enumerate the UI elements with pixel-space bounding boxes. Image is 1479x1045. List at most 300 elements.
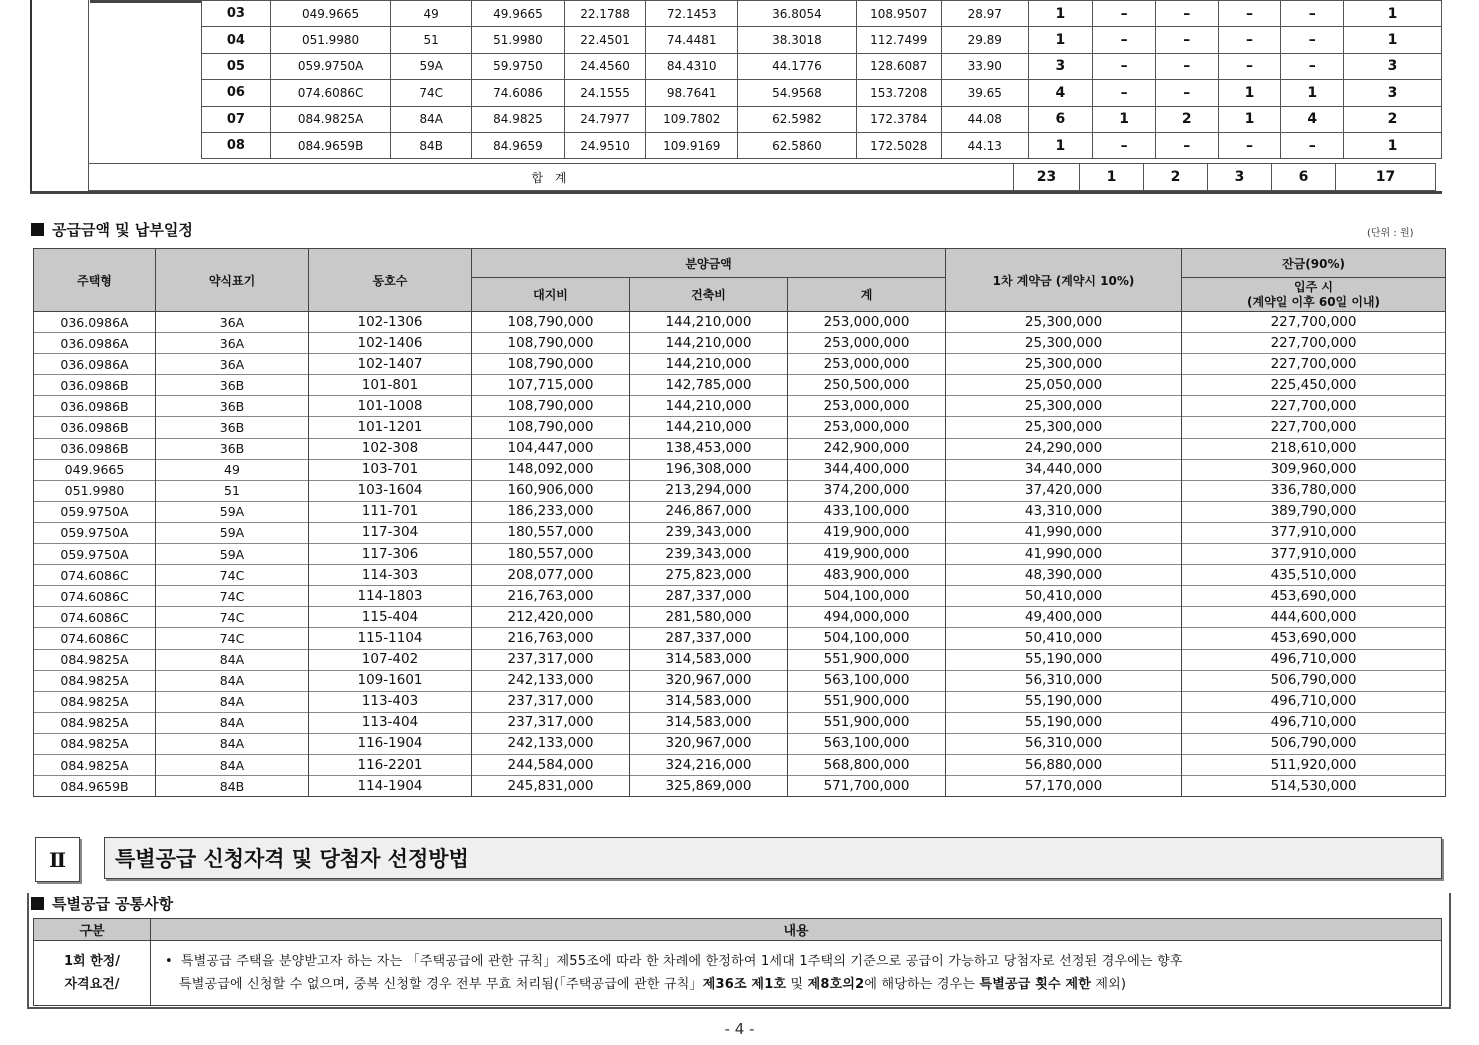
table-row (34, 544, 1446, 565)
total-c3: 3 (1208, 164, 1272, 191)
summary-cell-contract: 172.3784 (856, 106, 941, 132)
price-cell-short: 84A (156, 754, 309, 775)
price-cell-land: 160,906,000 (472, 480, 630, 501)
price-cell-land: 108,790,000 (472, 417, 630, 438)
price-cell-type: 084.9825A (34, 649, 156, 670)
price-cell-balance: 506,790,000 (1182, 670, 1446, 691)
summary-cell-c2: – (1155, 1, 1218, 27)
summary-cell-c4: – (1281, 53, 1344, 79)
price-cell-sum: 563,100,000 (788, 733, 946, 754)
price-cell-short: 51 (156, 480, 309, 501)
summary-cell-model: 084.9659B (270, 132, 391, 158)
header-type: 주택형 (34, 249, 156, 312)
price-cell-short: 36B (156, 396, 309, 417)
price-cell-sum: 250,500,000 (788, 375, 946, 396)
price-cell-balance: 496,710,000 (1182, 691, 1446, 712)
price-cell-type: 074.6086C (34, 628, 156, 649)
summary-cell-land: 29.89 (941, 27, 1028, 53)
price-cell-land: 108,790,000 (472, 312, 630, 333)
price-cell-short: 84A (156, 691, 309, 712)
price-cell-unit-no: 102-1306 (309, 312, 472, 333)
content-line1 (165, 950, 1431, 973)
price-cell-unit-no: 102-1406 (309, 333, 472, 354)
price-cell-short: 36A (156, 354, 309, 375)
price-cell-unit-no: 115-404 (309, 607, 472, 628)
price-cell-deposit: 41,990,000 (946, 522, 1182, 543)
price-cell-land: 108,790,000 (472, 333, 630, 354)
total-c4: 6 (1272, 164, 1336, 191)
price-cell-type: 084.9825A (34, 712, 156, 733)
price-cell-deposit: 50,410,000 (946, 586, 1182, 607)
total-label: 합 계 (89, 164, 1014, 191)
price-cell-deposit: 25,050,000 (946, 375, 1182, 396)
price-cell-balance: 227,700,000 (1182, 417, 1446, 438)
content-text2b: 제36조 제1호 (702, 977, 787, 992)
summary-cell-no: 08 (202, 132, 271, 158)
price-cell-unit-no: 103-701 (309, 459, 472, 480)
table-row (34, 586, 1446, 607)
price-cell-sum: 419,900,000 (788, 544, 946, 565)
table-row (34, 522, 1446, 543)
page-number: - 4 - (724, 1020, 755, 1038)
price-schedule-table (33, 248, 1446, 797)
summary-cell-total: 1 (1028, 132, 1093, 158)
summary-cell-contract: 153.7208 (856, 80, 941, 106)
price-cell-unit-no: 111-701 (309, 501, 472, 522)
price-cell-type: 084.9825A (34, 670, 156, 691)
price-cell-sum: 253,000,000 (788, 333, 946, 354)
table-row (34, 754, 1446, 775)
summary-cell-c2: 2 (1155, 106, 1218, 132)
summary-cell-excl: 84.9825 (471, 106, 564, 132)
summary-cell-common: 24.1555 (564, 80, 645, 106)
common-section-title: 특별공급 공통사항 (52, 895, 174, 913)
price-cell-type: 036.0986A (34, 333, 156, 354)
price-cell-balance: 336,780,000 (1182, 480, 1446, 501)
header-short: 약식표기 (156, 249, 309, 312)
price-cell-sum: 253,000,000 (788, 354, 946, 375)
price-cell-unit-no: 116-1904 (309, 733, 472, 754)
price-cell-short: 84A (156, 733, 309, 754)
summary-cell-model: 074.6086C (270, 80, 391, 106)
price-cell-land: 245,831,000 (472, 776, 630, 797)
summary-cell-no: 04 (202, 27, 271, 53)
price-cell-short: 49 (156, 459, 309, 480)
summary-cell-common: 24.9510 (564, 132, 645, 158)
header-content: 내용 (151, 919, 1442, 941)
content-text2f: 특별공급 횟수 제한 (979, 977, 1091, 992)
table-row (34, 607, 1446, 628)
price-cell-deposit: 25,300,000 (946, 333, 1182, 354)
total-c2: 2 (1144, 164, 1208, 191)
price-cell-building: 239,343,000 (630, 522, 788, 543)
price-cell-unit-no: 101-1008 (309, 396, 472, 417)
summary-cell-no: 03 (202, 1, 271, 27)
price-cell-land: 242,133,000 (472, 733, 630, 754)
summary-cell-common: 24.7977 (564, 106, 645, 132)
price-cell-balance: 444,600,000 (1182, 607, 1446, 628)
price-cell-balance: 377,910,000 (1182, 522, 1446, 543)
table-row (34, 691, 1446, 712)
price-cell-building: 325,869,000 (630, 776, 788, 797)
price-cell-land: 108,790,000 (472, 396, 630, 417)
price-cell-building: 144,210,000 (630, 354, 788, 375)
price-cell-land: 208,077,000 (472, 565, 630, 586)
price-cell-land: 148,092,000 (472, 459, 630, 480)
price-cell-deposit: 55,190,000 (946, 649, 1182, 670)
summary-cell-c1: – (1093, 53, 1156, 79)
price-cell-deposit: 49,400,000 (946, 607, 1182, 628)
common-section-heading (31, 893, 173, 914)
price-cell-building: 320,967,000 (630, 670, 788, 691)
price-cell-short: 74C (156, 586, 309, 607)
content-text2a: 특별공급에 신청할 수 없으며, 중복 신청할 경우 전부 무효 처리됨(「주택공급에 관한 규칙」 (179, 977, 703, 992)
category-line1: 1회 한정/ (64, 954, 120, 969)
table-row (202, 53, 1442, 79)
header-sale-price: 분양금액 (472, 249, 946, 278)
price-cell-building: 144,210,000 (630, 396, 788, 417)
table-row (34, 417, 1446, 438)
price-cell-balance: 506,790,000 (1182, 733, 1446, 754)
summary-cell-total: 4 (1028, 80, 1093, 106)
category-cell (34, 941, 151, 1006)
price-cell-type: 084.9825A (34, 754, 156, 775)
price-cell-land: 104,447,000 (472, 438, 630, 459)
price-cell-unit-no: 109-1601 (309, 670, 472, 691)
summary-cell-c3: – (1218, 53, 1281, 79)
price-cell-short: 36B (156, 438, 309, 459)
price-cell-balance: 225,450,000 (1182, 375, 1446, 396)
summary-cell-subtotal: 109.9169 (646, 132, 738, 158)
table-row (202, 80, 1442, 106)
chapter-number: Ⅱ (35, 837, 80, 882)
price-cell-building: 246,867,000 (630, 501, 788, 522)
price-cell-deposit: 43,310,000 (946, 501, 1182, 522)
price-cell-type: 036.0986B (34, 417, 156, 438)
price-cell-unit-no: 116-2201 (309, 754, 472, 775)
price-cell-deposit: 55,190,000 (946, 691, 1182, 712)
price-cell-deposit: 34,440,000 (946, 459, 1182, 480)
table-row (34, 312, 1446, 333)
content-text2c: 및 (786, 977, 808, 992)
price-cell-land: 107,715,000 (472, 375, 630, 396)
summary-cell-c3: 1 (1218, 106, 1281, 132)
price-cell-sum: 433,100,000 (788, 501, 946, 522)
price-cell-deposit: 57,170,000 (946, 776, 1182, 797)
summary-cell-c4: – (1281, 1, 1344, 27)
table-row (34, 396, 1446, 417)
price-cell-sum: 374,200,000 (788, 480, 946, 501)
summary-cell-excl: 84.9659 (471, 132, 564, 158)
table-row (34, 628, 1446, 649)
price-cell-sum: 504,100,000 (788, 628, 946, 649)
summary-cell-other: 54.9568 (738, 80, 856, 106)
summary-cell-excl: 49.9665 (471, 1, 564, 27)
price-cell-type: 036.0986B (34, 438, 156, 459)
price-cell-balance: 309,960,000 (1182, 459, 1446, 480)
summary-cell-c5: 3 (1344, 53, 1442, 79)
price-cell-deposit: 50,410,000 (946, 628, 1182, 649)
square-bullet-icon (31, 897, 44, 910)
price-cell-sum: 253,000,000 (788, 396, 946, 417)
price-cell-unit-no: 114-1803 (309, 586, 472, 607)
summary-cell-c2: – (1155, 27, 1218, 53)
price-cell-type: 059.9750A (34, 544, 156, 565)
total-count: 23 (1014, 164, 1080, 191)
price-cell-short: 84A (156, 670, 309, 691)
price-cell-type: 051.9980 (34, 480, 156, 501)
summary-cell-c4: 4 (1281, 106, 1344, 132)
summary-cell-model: 059.9750A (270, 53, 391, 79)
table-row (34, 776, 1446, 797)
summary-cell-excl: 59.9750 (471, 53, 564, 79)
header-building: 건축비 (630, 278, 788, 312)
price-cell-type: 059.9750A (34, 522, 156, 543)
summary-cell-c2: – (1155, 80, 1218, 106)
summary-cell-contract: 172.5028 (856, 132, 941, 158)
price-cell-building: 138,453,000 (630, 438, 788, 459)
price-cell-deposit: 56,880,000 (946, 754, 1182, 775)
summary-cell-c1: – (1093, 80, 1156, 106)
price-cell-short: 36A (156, 312, 309, 333)
header-deposit: 1차 계약금 (계약시 10%) (946, 249, 1182, 312)
price-cell-type: 036.0986A (34, 312, 156, 333)
price-cell-deposit: 37,420,000 (946, 480, 1182, 501)
summary-cell-total: 1 (1028, 27, 1093, 53)
price-cell-unit-no: 101-1201 (309, 417, 472, 438)
price-cell-balance: 511,920,000 (1182, 754, 1446, 775)
price-cell-building: 281,580,000 (630, 607, 788, 628)
price-cell-short: 74C (156, 565, 309, 586)
summary-cell-short: 74C (391, 80, 472, 106)
table-border (90, 0, 202, 8)
table-row (34, 649, 1446, 670)
price-cell-type: 084.9825A (34, 691, 156, 712)
summary-cell-land: 33.90 (941, 53, 1028, 79)
table-row (202, 132, 1442, 158)
price-cell-short: 36B (156, 375, 309, 396)
table-row (34, 438, 1446, 459)
header-category: 구분 (34, 919, 151, 941)
price-cell-type: 036.0986B (34, 375, 156, 396)
price-cell-type: 036.0986A (34, 354, 156, 375)
price-cell-balance: 496,710,000 (1182, 712, 1446, 733)
balance-sub2: (계약일 이후 60일 이내) (1247, 294, 1380, 309)
content-text2e: 에 해당하는 경우는 (864, 977, 980, 992)
price-cell-building: 142,785,000 (630, 375, 788, 396)
price-cell-sum: 551,900,000 (788, 649, 946, 670)
price-cell-deposit: 56,310,000 (946, 670, 1182, 691)
price-cell-unit-no: 102-308 (309, 438, 472, 459)
table-row (34, 501, 1446, 522)
price-cell-unit-no: 113-403 (309, 691, 472, 712)
summary-cell-no: 05 (202, 53, 271, 79)
summary-cell-subtotal: 74.4481 (646, 27, 738, 53)
price-cell-balance: 377,910,000 (1182, 544, 1446, 565)
total-c1: 1 (1080, 164, 1144, 191)
total-c5: 17 (1336, 164, 1436, 191)
price-cell-balance: 435,510,000 (1182, 565, 1446, 586)
price-cell-balance: 453,690,000 (1182, 628, 1446, 649)
price-cell-building: 144,210,000 (630, 333, 788, 354)
price-cell-land: 108,790,000 (472, 354, 630, 375)
price-cell-deposit: 56,310,000 (946, 733, 1182, 754)
summary-cell-short: 49 (391, 1, 472, 27)
price-cell-unit-no: 113-404 (309, 712, 472, 733)
price-cell-unit-no: 103-1604 (309, 480, 472, 501)
summary-rows (201, 0, 1442, 159)
price-cell-building: 314,583,000 (630, 712, 788, 733)
price-cell-land: 212,420,000 (472, 607, 630, 628)
summary-cell-contract: 112.7499 (856, 27, 941, 53)
summary-cell-contract: 108.9507 (856, 1, 941, 27)
summary-cell-short: 51 (391, 27, 472, 53)
common-matters-table (33, 918, 1442, 1006)
price-cell-sum: 242,900,000 (788, 438, 946, 459)
table-row (34, 354, 1446, 375)
price-cell-land: 216,763,000 (472, 586, 630, 607)
price-cell-land: 180,557,000 (472, 544, 630, 565)
price-cell-building: 239,343,000 (630, 544, 788, 565)
price-cell-sum: 504,100,000 (788, 586, 946, 607)
price-cell-balance: 389,790,000 (1182, 501, 1446, 522)
price-cell-unit-no: 117-304 (309, 522, 472, 543)
price-cell-type: 084.9659B (34, 776, 156, 797)
summary-cell-short: 84A (391, 106, 472, 132)
price-cell-unit-no: 114-303 (309, 565, 472, 586)
summary-cell-c1: – (1093, 132, 1156, 158)
price-cell-sum: 483,900,000 (788, 565, 946, 586)
price-cell-building: 144,210,000 (630, 312, 788, 333)
price-cell-short: 59A (156, 522, 309, 543)
summary-cell-common: 22.4501 (564, 27, 645, 53)
price-cell-type: 084.9825A (34, 733, 156, 754)
summary-cell-c4: 1 (1281, 80, 1344, 106)
price-cell-balance: 227,700,000 (1182, 333, 1446, 354)
summary-cell-c3: – (1218, 132, 1281, 158)
price-cell-building: 275,823,000 (630, 565, 788, 586)
price-cell-short: 59A (156, 501, 309, 522)
price-cell-land: 216,763,000 (472, 628, 630, 649)
summary-cell-other: 62.5860 (738, 132, 856, 158)
summary-cell-c5: 3 (1344, 80, 1442, 106)
summary-cell-c1: – (1093, 27, 1156, 53)
price-cell-short: 59A (156, 544, 309, 565)
price-cell-building: 196,308,000 (630, 459, 788, 480)
summary-cell-c3: – (1218, 27, 1281, 53)
price-cell-short: 84A (156, 649, 309, 670)
price-cell-building: 314,583,000 (630, 691, 788, 712)
price-cell-unit-no: 102-1407 (309, 354, 472, 375)
table-row (34, 733, 1446, 754)
price-cell-type: 074.6086C (34, 607, 156, 628)
summary-cell-c5: 2 (1344, 106, 1442, 132)
price-cell-land: 242,133,000 (472, 670, 630, 691)
unit-note: (단위 : 원) (1367, 228, 1414, 239)
price-cell-sum: 571,700,000 (788, 776, 946, 797)
price-cell-sum: 568,800,000 (788, 754, 946, 775)
price-cell-sum: 494,000,000 (788, 607, 946, 628)
price-section-title: 공급금액 및 납부일정 (52, 221, 193, 239)
table-row (34, 333, 1446, 354)
category-line2: 자격요건/ (64, 977, 120, 992)
square-bullet-icon (31, 223, 44, 236)
price-cell-deposit: 25,300,000 (946, 354, 1182, 375)
price-cell-deposit: 25,300,000 (946, 417, 1182, 438)
table-row (34, 459, 1446, 480)
summary-cell-subtotal: 72.1453 (646, 1, 738, 27)
summary-cell-short: 59A (391, 53, 472, 79)
price-cell-short: 74C (156, 628, 309, 649)
price-cell-balance: 227,700,000 (1182, 396, 1446, 417)
summary-cell-other: 38.3018 (738, 27, 856, 53)
summary-cell-excl: 74.6086 (471, 80, 564, 106)
table-border (88, 0, 89, 163)
header-sum: 계 (788, 278, 946, 312)
price-cell-short: 74C (156, 607, 309, 628)
price-cell-unit-no: 115-1104 (309, 628, 472, 649)
bullet-icon: • (165, 954, 173, 969)
header-balance: 잔금(90%) (1182, 249, 1446, 278)
price-cell-sum: 253,000,000 (788, 417, 946, 438)
summary-total-row (88, 163, 1436, 191)
summary-cell-c4: – (1281, 27, 1344, 53)
price-cell-land: 180,557,000 (472, 522, 630, 543)
price-cell-type: 074.6086C (34, 565, 156, 586)
summary-cell-total: 3 (1028, 53, 1093, 79)
price-cell-short: 84A (156, 712, 309, 733)
table-border (30, 191, 1442, 194)
price-cell-deposit: 41,990,000 (946, 544, 1182, 565)
summary-cell-model: 049.9665 (270, 1, 391, 27)
price-section-heading (31, 219, 193, 240)
summary-cell-other: 44.1776 (738, 53, 856, 79)
summary-cell-land: 28.97 (941, 1, 1028, 27)
price-cell-short: 36B (156, 417, 309, 438)
table-row (202, 1, 1442, 27)
price-cell-type: 036.0986B (34, 396, 156, 417)
table-border (30, 0, 32, 192)
summary-cell-c1: – (1093, 1, 1156, 27)
summary-cell-c5: 1 (1344, 1, 1442, 27)
summary-cell-common: 22.1788 (564, 1, 645, 27)
summary-cell-total: 1 (1028, 1, 1093, 27)
price-cell-deposit: 24,290,000 (946, 438, 1182, 459)
price-cell-short: 84B (156, 776, 309, 797)
content-text1: 특별공급 주택을 분양받고자 하는 자는 「주택공급에 관한 규칙」제55조에 따라 한 차례에 한정하여 1세대 1주택의 기준으로 공급이 가능하고 당첨자로 선정된 경우에는 향후 (180, 954, 1183, 969)
table-row (202, 106, 1442, 132)
price-cell-balance: 514,530,000 (1182, 776, 1446, 797)
price-cell-building: 287,337,000 (630, 586, 788, 607)
price-cell-type: 049.9665 (34, 459, 156, 480)
price-cell-unit-no: 101-801 (309, 375, 472, 396)
summary-cell-short: 84B (391, 132, 472, 158)
summary-cell-subtotal: 109.7802 (646, 106, 738, 132)
content-cell (151, 941, 1442, 1006)
summary-cell-c2: – (1155, 132, 1218, 158)
price-cell-building: 213,294,000 (630, 480, 788, 501)
price-cell-sum: 563,100,000 (788, 670, 946, 691)
summary-cell-other: 36.8054 (738, 1, 856, 27)
summary-cell-c5: 1 (1344, 27, 1442, 53)
price-cell-unit-no: 114-1904 (309, 776, 472, 797)
summary-cell-subtotal: 84.4310 (646, 53, 738, 79)
price-cell-deposit: 25,300,000 (946, 396, 1182, 417)
price-cell-short: 36A (156, 333, 309, 354)
summary-cell-common: 24.4560 (564, 53, 645, 79)
price-cell-unit-no: 107-402 (309, 649, 472, 670)
header-unit-no: 동호수 (309, 249, 472, 312)
